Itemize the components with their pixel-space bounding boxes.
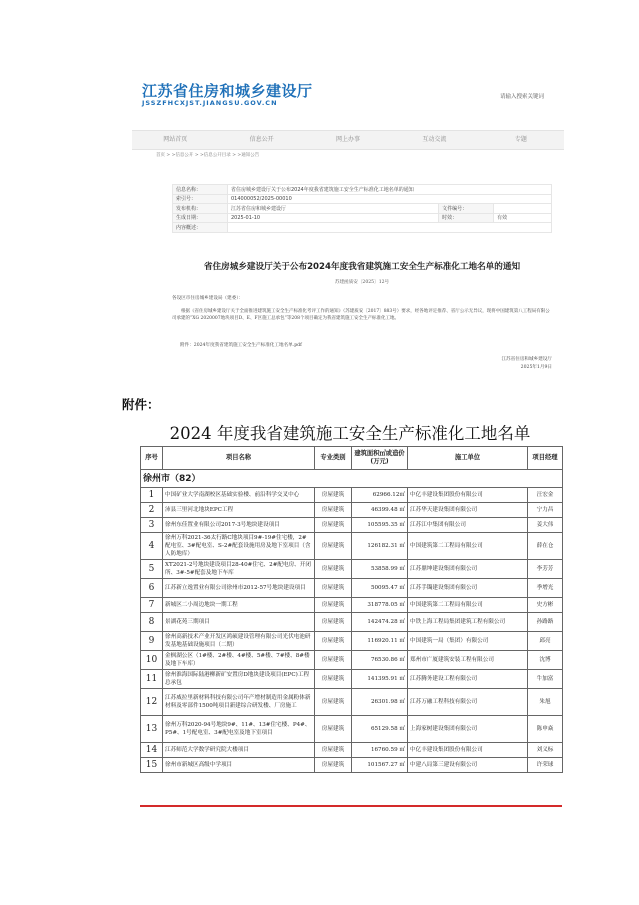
table-row bbox=[141, 716, 563, 743]
meta-label: 索引号： bbox=[173, 194, 228, 204]
meta-label: 文件编号： bbox=[439, 204, 494, 214]
attachment-link[interactable]: 附件：2024年度我省建筑施工安全生产标准化工地名单.pdf bbox=[180, 343, 302, 348]
project-type: 房屋建筑 bbox=[315, 716, 352, 743]
project-name: 沛县三里河北地块EPC工程 bbox=[163, 503, 315, 518]
region-row bbox=[141, 470, 563, 488]
project-area: 65129.58 ㎡ bbox=[352, 716, 408, 743]
project-manager: 许荣球 bbox=[528, 758, 563, 773]
project-type: 房屋建筑 bbox=[315, 670, 352, 689]
table-row bbox=[141, 613, 563, 632]
construction-company: 江苏鼎坤建设集团有限公司 bbox=[408, 560, 528, 579]
construction-company: 中建八局第三建设有限公司 bbox=[408, 758, 528, 773]
header-project: 项目名称 bbox=[163, 447, 315, 470]
article-body: 根据《省住房城乡建设厅关于全面推进建筑施工安全生产标准化考评工作的通知》（苏建质安〔2017〕883号）要求，经各地评定推荐、省厅公示无异议，现将中国建筑第八工程局有限公司承建的“XG 2020007地块项目D、E、F区施工总承包”等208个项目确定为我省建筑施工安全生产标准化工地。 bbox=[172, 309, 550, 321]
project-name: 景湖花苑三期项目 bbox=[163, 613, 315, 632]
project-manager: 季增光 bbox=[528, 579, 563, 598]
project-type: 房屋建筑 bbox=[315, 598, 352, 613]
nav-item-info-disclosure[interactable]: 信息公开 bbox=[249, 136, 274, 143]
table-row bbox=[141, 503, 563, 518]
construction-company: 江苏华天建设集团有限公司 bbox=[408, 503, 528, 518]
meta-value bbox=[228, 223, 552, 233]
project-type: 房屋建筑 bbox=[315, 518, 352, 533]
document-number: 苏建函质安〔2025〕12号 bbox=[334, 280, 390, 285]
project-area: 126182.31 ㎡ bbox=[352, 533, 408, 560]
project-type: 房屋建筑 bbox=[315, 488, 352, 503]
row-number: 8 bbox=[141, 613, 163, 632]
project-name: XT2021-2号地块建设项目28-40#住宅、2#配电房、开闭所、3#-5#配套及地下车库 bbox=[163, 560, 315, 579]
site-logo-domain: JSSZFHCXJST.JIANGSU.GOV.CN bbox=[142, 99, 278, 107]
project-name: 徐州淮海国际陆港柳新矿安置房D地块建设项目(EPC)工程总承包 bbox=[163, 670, 315, 689]
table-row bbox=[141, 632, 563, 651]
project-type: 房屋建筑 bbox=[315, 533, 352, 560]
table-row bbox=[141, 488, 563, 503]
project-name: 江苏威拉里新材料科技有限公司年产增材制造用金属粉体新材料及零部件1500吨项目新建综合研发楼、厂房施工 bbox=[163, 689, 315, 716]
nav-item-online-services[interactable]: 网上办事 bbox=[336, 136, 361, 143]
addressee: 各设区市住房城乡建设局（建委）： bbox=[172, 296, 244, 301]
table-row bbox=[141, 533, 563, 560]
row-number: 15 bbox=[141, 758, 163, 773]
site-list-table bbox=[140, 446, 563, 773]
row-number: 3 bbox=[141, 518, 163, 533]
project-manager: 史方彬 bbox=[528, 598, 563, 613]
project-name: 徐州万科2021-36太行路C地块项目9#-19#住宅楼，2#配电室、3#配电室、S-2#配套设施用房及地下室项目（含人防地库） bbox=[163, 533, 315, 560]
site-logo-title[interactable]: 江苏省住房和城乡建设厅 bbox=[142, 82, 313, 100]
row-number: 1 bbox=[141, 488, 163, 503]
project-area: 76530.86 ㎡ bbox=[352, 651, 408, 670]
meta-label: 内容概述： bbox=[173, 223, 228, 233]
row-number: 4 bbox=[141, 533, 163, 560]
row-number: 10 bbox=[141, 651, 163, 670]
project-type: 房屋建筑 bbox=[315, 613, 352, 632]
project-type: 房屋建筑 bbox=[315, 758, 352, 773]
row-number: 5 bbox=[141, 560, 163, 579]
project-type: 房屋建筑 bbox=[315, 689, 352, 716]
project-area: 318778.05 ㎡ bbox=[352, 598, 408, 613]
row-number: 12 bbox=[141, 689, 163, 716]
project-manager: 邱亮 bbox=[528, 632, 563, 651]
meta-value: 省住房城乡建设厅关于公布2024年度我省建筑施工安全生产标准化工地名单的通知 bbox=[228, 185, 552, 195]
project-type: 房屋建筑 bbox=[315, 743, 352, 758]
project-area: 141395.91 ㎡ bbox=[352, 670, 408, 689]
project-manager: 宁力昌 bbox=[528, 503, 563, 518]
project-area: 116920.11 ㎡ bbox=[352, 632, 408, 651]
project-name: 江苏新立逸置业有限公司徐州市2012-57号地块建设项目 bbox=[163, 579, 315, 598]
table-row bbox=[141, 743, 563, 758]
nav-item-interaction[interactable]: 互动交流 bbox=[422, 136, 447, 143]
header-manager: 项目经理 bbox=[528, 447, 563, 470]
table-row bbox=[141, 670, 563, 689]
project-name: 徐州高新技术产业开发区鸿硕建设管理有限公司光伏电池研发基地基础设施项目（二期） bbox=[163, 632, 315, 651]
construction-company: 上海家树建设集团有限公司 bbox=[408, 716, 528, 743]
row-number: 7 bbox=[141, 598, 163, 613]
project-type: 房屋建筑 bbox=[315, 503, 352, 518]
project-manager: 薛在仓 bbox=[528, 533, 563, 560]
article-title: 省住房城乡建设厅关于公布2024年度我省建筑施工安全生产标准化工地名单的通知 bbox=[203, 262, 521, 272]
construction-company: 江苏手镯建设集团有限公司 bbox=[408, 579, 528, 598]
table-row bbox=[141, 518, 563, 533]
table-row bbox=[141, 689, 563, 716]
project-type: 房屋建筑 bbox=[315, 579, 352, 598]
row-number: 14 bbox=[141, 743, 163, 758]
construction-company: 郑州市广厦建筑安装工程有限公司 bbox=[408, 651, 528, 670]
red-underline bbox=[140, 805, 562, 807]
project-manager: 牛加富 bbox=[528, 670, 563, 689]
info-meta-table bbox=[172, 184, 552, 233]
construction-company: 中亿丰建设集团股份有限公司 bbox=[408, 743, 528, 758]
construction-company: 中国建筑一局（集团）有限公司 bbox=[408, 632, 528, 651]
project-manager: 朱旭 bbox=[528, 689, 563, 716]
project-area: 105595.35 ㎡ bbox=[352, 518, 408, 533]
meta-value: 有效 bbox=[494, 213, 552, 223]
row-number: 9 bbox=[141, 632, 163, 651]
construction-company: 江苏腾务建设工程有限公司 bbox=[408, 670, 528, 689]
meta-value: 2025-01-10 bbox=[228, 213, 439, 223]
project-name: 徐州市新城区高级中学项目 bbox=[163, 758, 315, 773]
project-type: 房屋建筑 bbox=[315, 560, 352, 579]
project-manager: 姜大伟 bbox=[528, 518, 563, 533]
meta-label: 生成日期： bbox=[173, 213, 228, 223]
construction-company: 中国建筑第二工程局有限公司 bbox=[408, 533, 528, 560]
meta-label: 时效： bbox=[439, 213, 494, 223]
project-area: 16760.59 ㎡ bbox=[352, 743, 408, 758]
row-number: 6 bbox=[141, 579, 163, 598]
header-area: 建筑面积㎡或造价(万元) bbox=[352, 447, 408, 470]
table-row bbox=[141, 651, 563, 670]
project-area: 53858.99 ㎡ bbox=[352, 560, 408, 579]
project-manager: 沈博 bbox=[528, 651, 563, 670]
attachment-label: 附件： bbox=[122, 397, 160, 412]
table-row bbox=[141, 758, 563, 773]
project-name: 江苏师范大学数学研究院大楼项目 bbox=[163, 743, 315, 758]
row-number: 13 bbox=[141, 716, 163, 743]
breadcrumb[interactable]: 首页 > >信息公开 > >信息公开目录 > >通知公告 bbox=[156, 153, 260, 158]
meta-label: 信息名称： bbox=[173, 185, 228, 195]
project-name: 新城区二小周边地块一期工程 bbox=[163, 598, 315, 613]
construction-company: 中铁上海工程局集团建筑工程有限公司 bbox=[408, 613, 528, 632]
list-title: 2024 年度我省建筑施工安全生产标准化工地名单 bbox=[169, 424, 531, 443]
construction-company: 中亿丰建设集团股份有限公司 bbox=[408, 488, 528, 503]
row-number: 2 bbox=[141, 503, 163, 518]
project-name: 金枫湖公区（1#楼、2#楼、4#楼、5#楼、7#楼、8#楼及地下车库） bbox=[163, 651, 315, 670]
project-name: 中国矿业大学南湖校区基础实验楼、前沿科学交叉中心 bbox=[163, 488, 315, 503]
header-company: 施工单位 bbox=[408, 447, 528, 470]
table-row bbox=[141, 598, 563, 613]
project-name: 徐州万科2020-94号地块9#、11#、13#住宅楼、P4#、P5#、1号配电室、3#配电室及地下室项目 bbox=[163, 716, 315, 743]
project-name: 徐州东佳置业有限公司2017-3号地块建设项目 bbox=[163, 518, 315, 533]
site-header bbox=[132, 72, 564, 124]
project-area: 101567.27 ㎡ bbox=[352, 758, 408, 773]
nav-item-topics[interactable]: 专题 bbox=[514, 136, 527, 143]
project-manager: 陈申焱 bbox=[528, 716, 563, 743]
sign-date: 2025年1月9日 bbox=[520, 365, 552, 370]
region-label: 徐州市（82） bbox=[141, 470, 563, 488]
project-area: 50095.47 ㎡ bbox=[352, 579, 408, 598]
construction-company: 中国建筑第二工程局有限公司 bbox=[408, 598, 528, 613]
table-row bbox=[141, 560, 563, 579]
header-type: 专业类别 bbox=[315, 447, 352, 470]
search-input[interactable]: 请输入搜索关键词 bbox=[499, 94, 544, 100]
meta-value bbox=[494, 204, 552, 214]
project-manager: 孙路路 bbox=[528, 613, 563, 632]
meta-value: 014000052/2025-00010 bbox=[228, 194, 552, 204]
construction-company: 江苏万融工程科技有限公司 bbox=[408, 689, 528, 716]
row-number: 11 bbox=[141, 670, 163, 689]
project-area: 142474.28 ㎡ bbox=[352, 613, 408, 632]
project-area: 26301.98 ㎡ bbox=[352, 689, 408, 716]
project-area: 62966.12㎡ bbox=[352, 488, 408, 503]
meta-label: 发布机构： bbox=[173, 204, 228, 214]
header-no: 序号 bbox=[141, 447, 163, 470]
project-type: 房屋建筑 bbox=[315, 651, 352, 670]
table-row bbox=[141, 579, 563, 598]
main-nav bbox=[132, 130, 564, 150]
project-manager: 汪宏金 bbox=[528, 488, 563, 503]
project-type: 房屋建筑 bbox=[315, 632, 352, 651]
website-screenshot bbox=[132, 72, 564, 382]
nav-item-home[interactable]: 网站首页 bbox=[163, 136, 188, 143]
project-manager: 刘义标 bbox=[528, 743, 563, 758]
construction-company: 江苏江中集团有限公司 bbox=[408, 518, 528, 533]
meta-value: 江苏省住房和城乡建设厅 bbox=[228, 204, 439, 214]
signature: 江苏省住房和城乡建设厅 bbox=[501, 357, 552, 362]
project-area: 46399.48 ㎡ bbox=[352, 503, 408, 518]
table-header-row bbox=[141, 447, 563, 470]
project-manager: 李芳芳 bbox=[528, 560, 563, 579]
